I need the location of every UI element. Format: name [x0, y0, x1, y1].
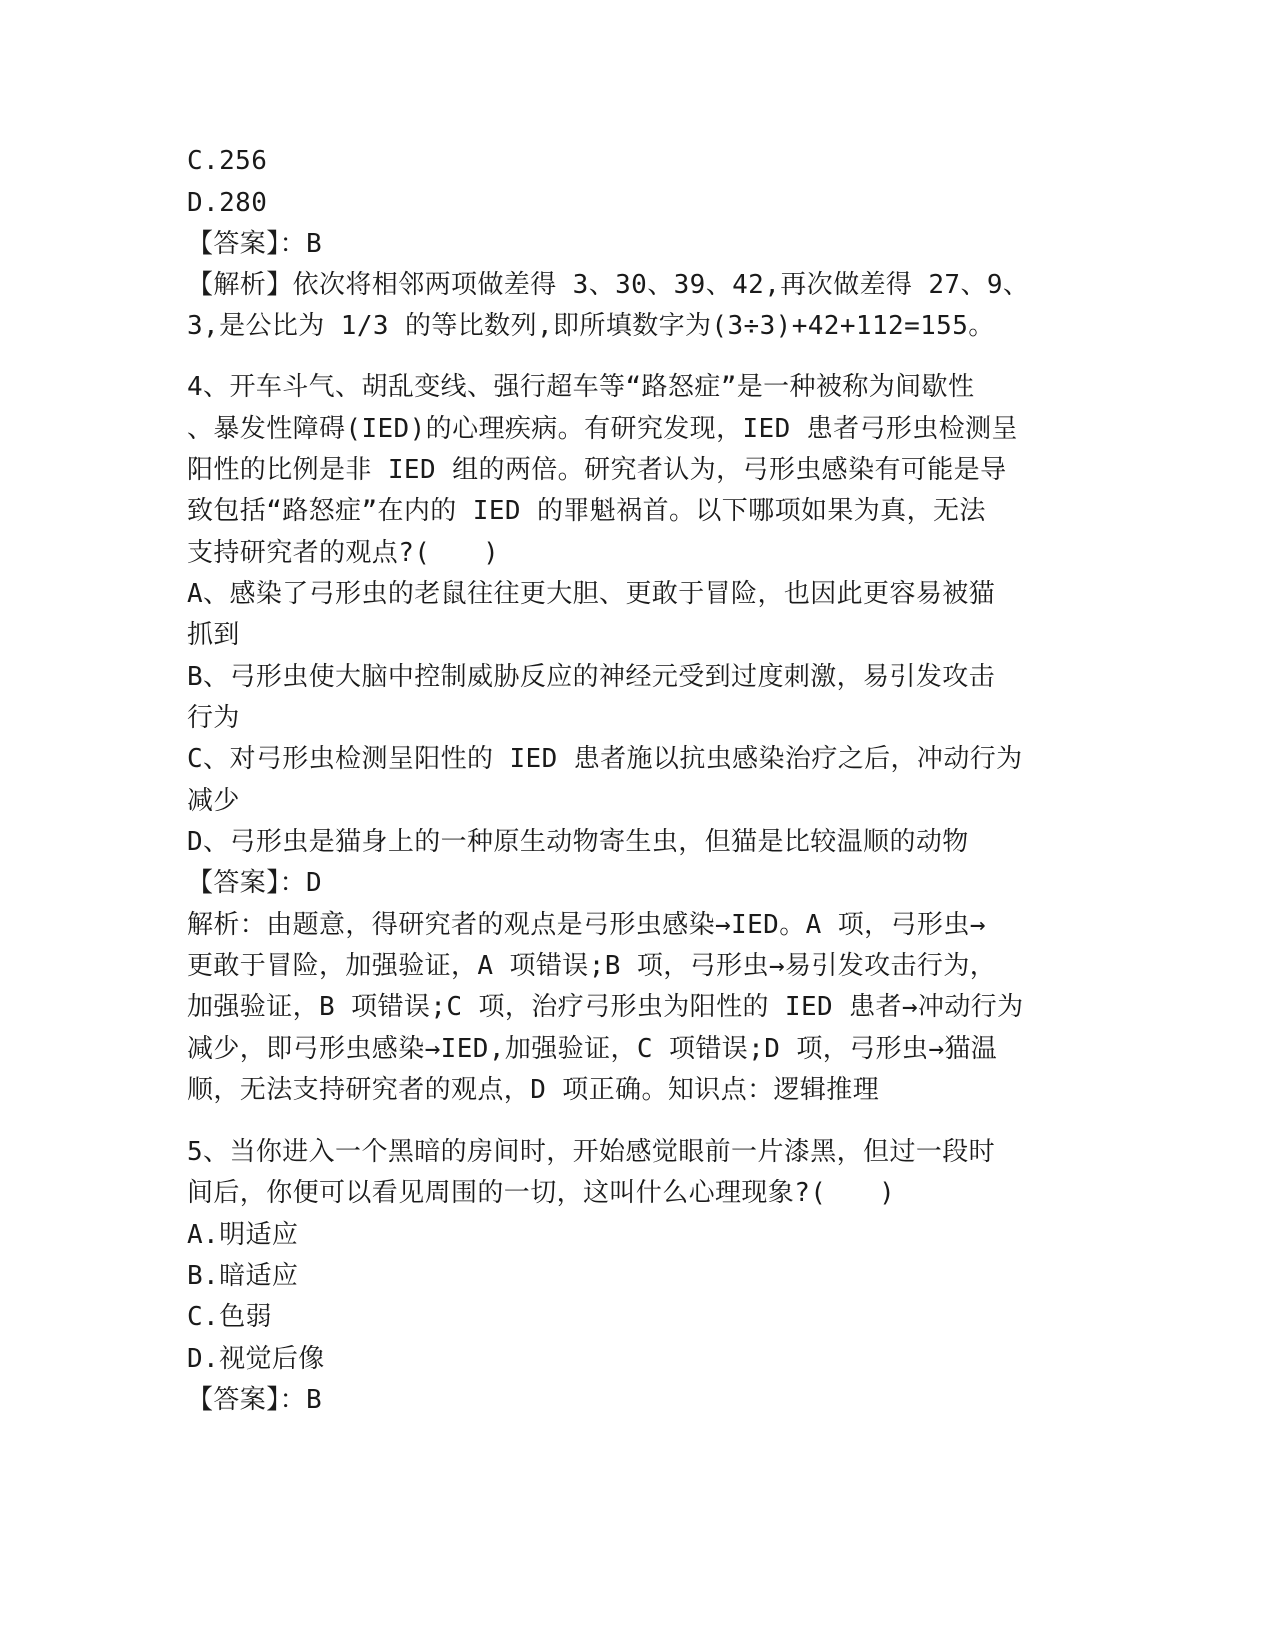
q5-option-b: B.暗适应 [187, 1261, 299, 1291]
q4-option-a-line-1: A、感染了弓形虫的老鼠往往更大胆、更敢于冒险，也因此更容易被猫 [187, 579, 996, 609]
q4-analysis-line-1: 解析：由题意，得研究者的观点是弓形虫感染→IED。A 项，弓形虫→ [187, 910, 986, 940]
q5-option-c: C.色弱 [187, 1302, 272, 1332]
q4-option-b-line-1: B、弓形虫使大脑中控制威胁反应的神经元受到过度刺激，易引发攻击 [187, 662, 996, 692]
q4-option-d: D、弓形虫是猫身上的一种原生动物寄生虫，但猫是比较温顺的动物 [187, 827, 969, 857]
q4-analysis-line-3: 加强验证，B 项错误;C 项，治疗弓形虫为阳性的 IED 患者→冲动行为 [187, 992, 1024, 1022]
q3-analysis-line-1: 【解析】依次将相邻两项做差得 3、30、39、42,再次做差得 27、9、 [187, 270, 1030, 300]
q4-option-a-line-2: 抓到 [187, 620, 240, 650]
q4-stem-line-4: 致包括“路怒症”在内的 IED 的罪魁祸首。以下哪项如果为真，无法 [187, 496, 986, 526]
q4-stem-line-2: 、暴发性障碍(IED)的心理疾病。有研究发现，IED 患者弓形虫检测呈 [187, 414, 1018, 444]
q4-stem-line-1: 4、开车斗气、胡乱变线、强行超车等“路怒症”是一种被称为间歇性 [187, 372, 975, 402]
q3-answer: 【答案】：B [187, 229, 323, 259]
q5-stem-line-1: 5、当你进入一个黑暗的房间时，开始感觉眼前一片漆黑，但过一段时 [187, 1137, 996, 1167]
q4-analysis-line-5: 顺，无法支持研究者的观点，D 项正确。知识点：逻辑推理 [187, 1075, 880, 1105]
q5-option-d: D.视觉后像 [187, 1344, 325, 1374]
q4-stem-line-5: 支持研究者的观点?( ) [187, 538, 500, 568]
q5-stem-line-2: 间后，你便可以看见周围的一切，这叫什么心理现象?( ) [187, 1178, 896, 1208]
q4-option-b-line-2: 行为 [187, 703, 240, 733]
q3-option-d: D.280 [187, 188, 268, 218]
q4-stem-line-3: 阳性的比例是非 IED 组的两倍。研究者认为，弓形虫感染有可能是导 [187, 455, 1007, 485]
q4-analysis-line-4: 减少，即弓形虫感染→IED,加强验证，C 项错误;D 项，弓形虫→猫温 [187, 1034, 998, 1064]
q3-analysis-line-2: 3,是公比为 1/3 的等比数列,即所填数字为(3÷3)+42+112=155。 [187, 311, 995, 341]
q4-option-c-line-1: C、对弓形虫检测呈阳性的 IED 患者施以抗虫感染治疗之后，冲动行为 [187, 744, 1023, 774]
q3-option-c: C.256 [187, 146, 268, 176]
q5-answer: 【答案】：B [187, 1385, 323, 1415]
q4-analysis-line-2: 更敢于冒险，加强验证，A 项错误;B 项，弓形虫→易引发攻击行为， [187, 951, 997, 981]
q4-option-c-line-2: 减少 [187, 786, 240, 816]
q5-option-a: A.明适应 [187, 1220, 299, 1250]
q4-answer: 【答案】：D [187, 868, 323, 898]
